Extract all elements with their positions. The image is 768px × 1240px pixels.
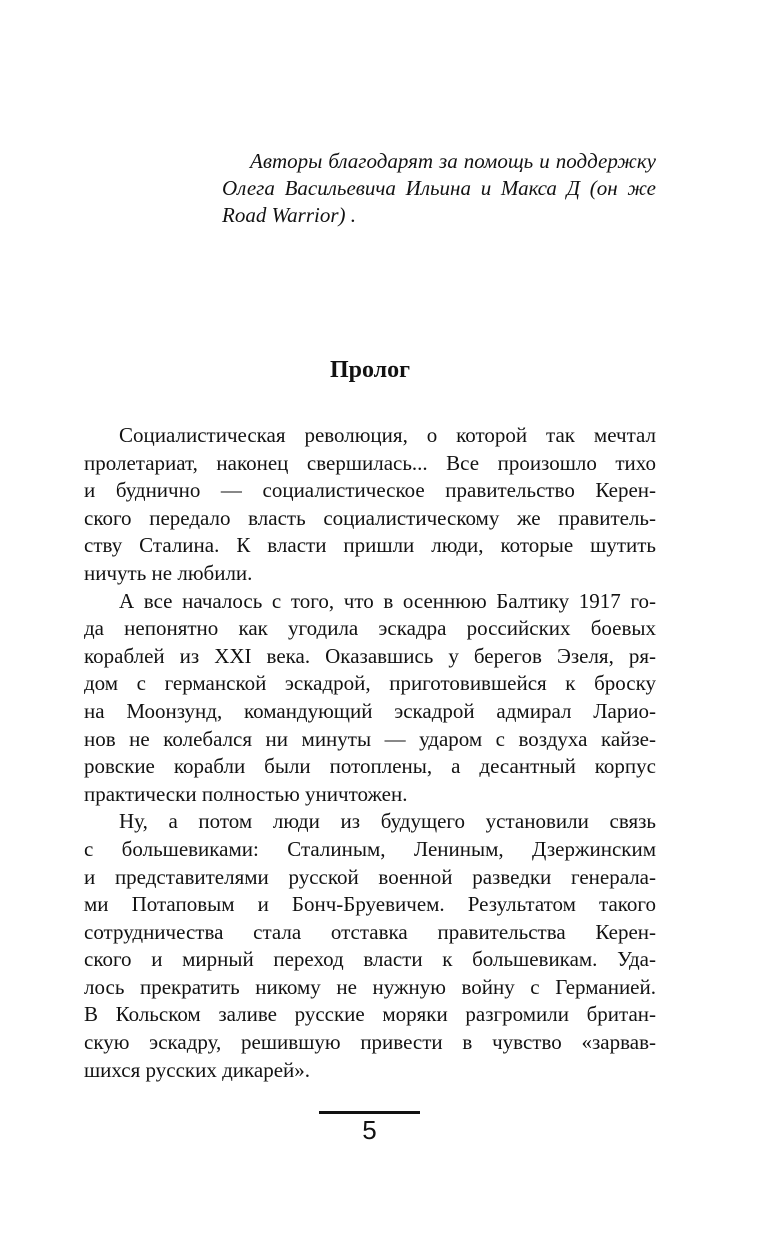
text-line: скую эскадру, решившую привести в чувство «зарвав-: [84, 1030, 656, 1055]
epigraph-line: Авторы благодарят за помощь и поддержку: [250, 149, 656, 173]
page-number: 5: [362, 1115, 377, 1145]
paragraph: [84, 422, 656, 588]
text-line: В Кольском заливе русские моряки разгромили британ-: [84, 1002, 656, 1027]
text-line: да непонятно как угодила эскадра российских боевых: [84, 616, 656, 641]
text-line: ского передало власть социалистическому же правитель-: [84, 505, 656, 530]
text-line: с большевиками: Сталиным, Лениным, Дзержинским: [84, 836, 656, 861]
text-line: нов не колебался ни минуты — ударом с воздуха кайзе-: [84, 726, 656, 751]
paragraph: [84, 588, 656, 809]
epigraph-line: Road Warrior) .: [222, 203, 356, 227]
text-line: дом с германской эскадрой, приготовившейся к броску: [84, 671, 656, 696]
text-line: на Моонзунд, командующий эскадрой адмирал Ларио-: [84, 698, 656, 723]
text-line: ровские корабли были потоплены, а десантный корпус: [84, 754, 656, 779]
text-line: лось прекратить никому не нужную войну с Германией.: [84, 974, 656, 999]
text-line: Социалистическая революция, о которой так мечтал: [119, 423, 656, 447]
text-line: шихся русских дикарей».: [84, 1057, 311, 1082]
chapter-heading: Пролог: [329, 357, 411, 383]
paragraph: [84, 808, 656, 1084]
body-text: [84, 422, 656, 1084]
epigraph: [222, 148, 656, 229]
text-line: и представителями русской военной разведки генерала-: [84, 864, 656, 889]
text-line: Ну, а потом люди из будущего установили связь: [119, 809, 656, 834]
text-line: ству Сталина. К власти пришли люди, которые шутить: [84, 533, 656, 558]
epigraph-line: Олега Васильевича Ильина и Макса Д (он же: [222, 176, 656, 200]
footer-rule: [319, 1111, 420, 1114]
text-line: и буднично — социалистическое правительство Керен-: [84, 478, 656, 503]
text-line: А все началось с того, что в осеннюю Балтику 1917 го-: [119, 588, 656, 613]
text-line: ми Потаповым и Бонч-Бруевичем. Результатом такого: [84, 892, 656, 917]
text-line: ского и мирный переход власти к большевикам. Уда-: [84, 947, 656, 972]
text-line: практически полностью уничтожен.: [84, 781, 408, 806]
text-line: ничуть не любили.: [84, 560, 253, 585]
text-line: сотрудничества стала отставка правительства Керен-: [84, 919, 656, 944]
text-line: пролетариат, наконец свершилась... Все произошло тихо: [84, 450, 656, 475]
text-line: кораблей из XXI века. Оказавшись у берегов Эзеля, ря-: [84, 643, 656, 668]
